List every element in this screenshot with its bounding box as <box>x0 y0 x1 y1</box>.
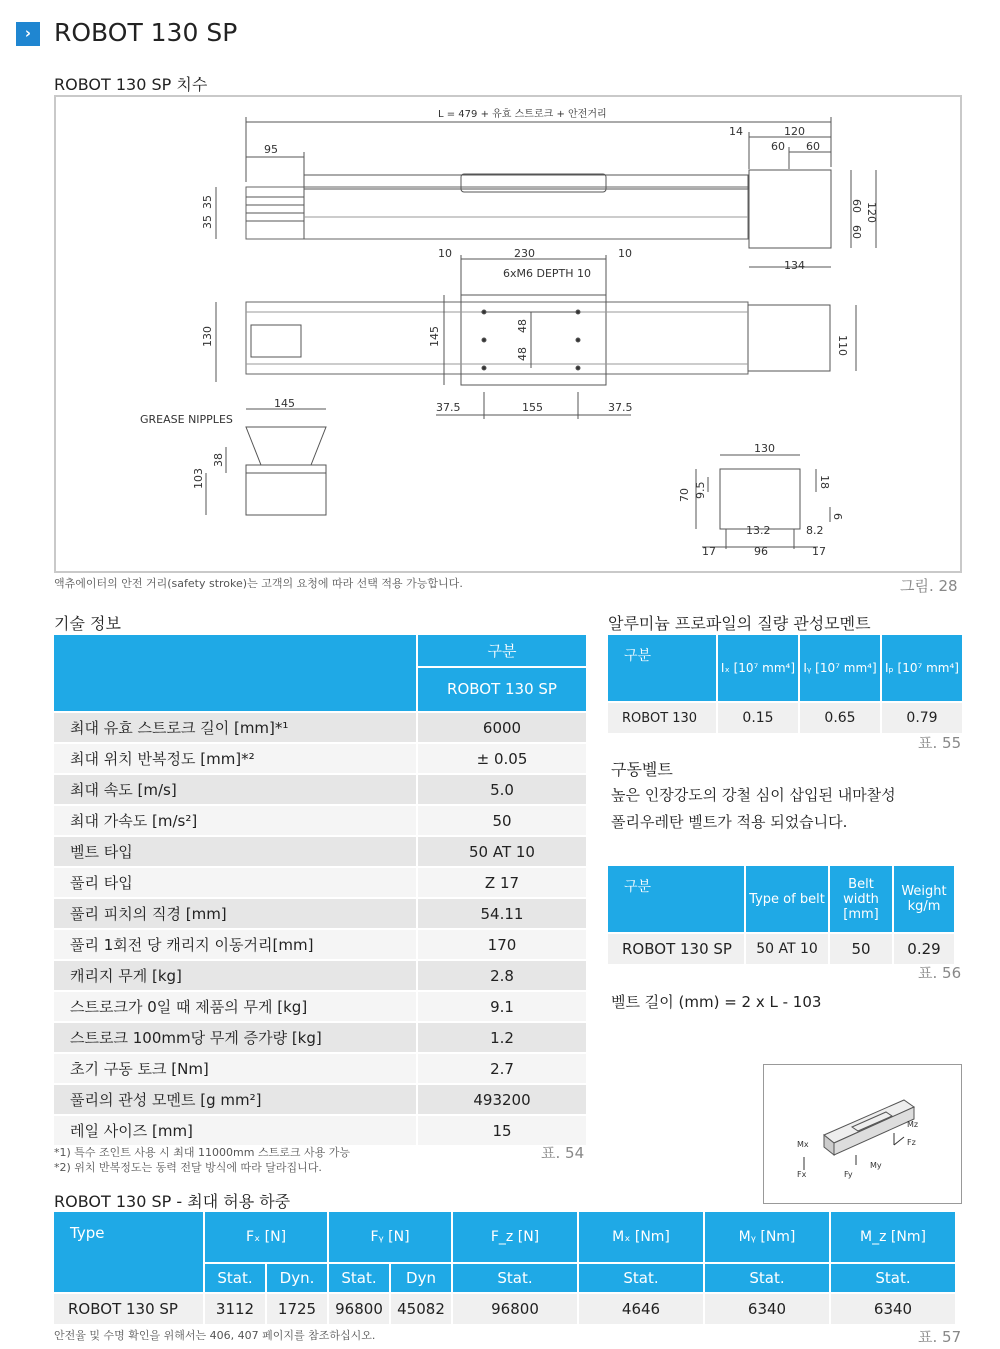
table-label-54: 표. 54 <box>541 1144 585 1162</box>
svg-text:6: 6 <box>831 513 844 520</box>
spec-col-model: ROBOT 130 SP <box>418 668 586 711</box>
table-label-56: 표. 56 <box>918 964 962 982</box>
belt-cell: 50 AT 10 <box>746 934 828 964</box>
loads-cell: 6340 <box>705 1294 829 1324</box>
inertia-cell: ROBOT 130 <box>608 703 716 733</box>
table-label-57: 표. 57 <box>918 1328 962 1346</box>
loads-cell: 45082 <box>391 1294 451 1324</box>
spec-value: 2.7 <box>418 1054 586 1083</box>
spec-label: 레일 사이즈 [mm] <box>54 1116 416 1145</box>
loads-title: ROBOT 130 SP - 최대 허용 하중 <box>54 1192 291 1211</box>
loads-group-header: F_z [N] <box>453 1212 577 1262</box>
belt-header: Weight kg/m <box>894 866 954 932</box>
spec-label: 캐리지 무게 [kg] <box>54 961 416 990</box>
svg-text:6xM6 DEPTH 10: 6xM6 DEPTH 10 <box>503 267 592 280</box>
loads-group-header: M_z [Nm] <box>831 1212 955 1262</box>
loads-group-header: Fᵧ [N] <box>329 1212 451 1262</box>
svg-text:18: 18 <box>818 475 831 489</box>
belt-desc-2: 폴리우레탄 벨트가 적용 되었습니다. <box>611 813 848 831</box>
loads-cell: 6340 <box>831 1294 955 1324</box>
page-title: ROBOT 130 SP <box>54 18 238 47</box>
spec-value: 50 <box>418 806 586 835</box>
svg-text:14: 14 <box>729 125 743 138</box>
force-diagram <box>763 1064 962 1204</box>
svg-text:130: 130 <box>201 326 214 347</box>
loads-sub-header: Stat. <box>205 1264 265 1292</box>
loads-type-header: Type <box>54 1212 203 1292</box>
inertia-header: Iₚ [10⁷ mm⁴] <box>882 635 962 701</box>
svg-text:38: 38 <box>212 453 225 467</box>
force-label: Mx <box>797 1140 809 1149</box>
svg-text:17: 17 <box>812 545 826 558</box>
spec-label: 최대 위치 반복정도 [mm]*² <box>54 744 416 773</box>
svg-text:8.2: 8.2 <box>806 524 824 537</box>
spec-label: 최대 유효 스트로크 길이 [mm]*¹ <box>54 713 416 742</box>
loads-note: 안전율 및 수명 확인을 위해서는 406, 407 페이지를 참조하십시오. <box>54 1329 376 1342</box>
belt-cell: ROBOT 130 SP <box>608 934 744 964</box>
svg-text:120: 120 <box>784 125 805 138</box>
svg-text:120: 120 <box>865 202 878 223</box>
loads-table <box>52 1210 957 1326</box>
svg-text:60: 60 <box>806 140 820 153</box>
spec-value: 9.1 <box>418 992 586 1021</box>
figure-label: 그림. 28 <box>900 577 958 595</box>
svg-text:17: 17 <box>702 545 716 558</box>
svg-text:9.5: 9.5 <box>694 481 707 499</box>
spec-label: 최대 가속도 [m/s²] <box>54 806 416 835</box>
loads-cell: ROBOT 130 SP <box>54 1294 203 1324</box>
svg-text:60: 60 <box>850 199 863 213</box>
safety-note: 액츄에이터의 안전 거리(safety stroke)는 고객의 요청에 따라 선택 적용 가능합니다. <box>54 577 463 590</box>
belt-title: 구동벨트 <box>611 760 673 779</box>
spec-value: 2.8 <box>418 961 586 990</box>
inertia-table <box>606 633 964 735</box>
spec-value: 1.2 <box>418 1023 586 1052</box>
belt-header: Belt width [mm] <box>830 866 892 932</box>
loads-group-header: Mᵧ [Nm] <box>705 1212 829 1262</box>
svg-text:48: 48 <box>516 347 529 361</box>
svg-text:103: 103 <box>192 468 205 489</box>
spec-label: 벨트 타입 <box>54 837 416 866</box>
force-label: Mz <box>907 1120 919 1129</box>
spec-label: 초기 구동 토크 [Nm] <box>54 1054 416 1083</box>
svg-text:GREASE NIPPLES: GREASE NIPPLES <box>140 413 233 426</box>
table-label-55: 표. 55 <box>918 734 962 752</box>
svg-text:37.5: 37.5 <box>436 401 461 414</box>
spec-value: 15 <box>418 1116 586 1145</box>
svg-text:134: 134 <box>784 259 805 272</box>
inertia-cell: 0.79 <box>882 703 962 733</box>
footnote-2: *2) 위치 반복정도는 동력 전달 방식에 따라 달라집니다. <box>54 1161 322 1174</box>
svg-text:145: 145 <box>428 326 441 347</box>
loads-sub-header: Stat. <box>831 1264 955 1292</box>
svg-text:155: 155 <box>522 401 543 414</box>
svg-text:95: 95 <box>264 143 278 156</box>
footnote-1: *1) 특수 조인트 사용 시 최대 11000mm 스트로크 사용 가능 <box>54 1146 350 1159</box>
dim-length-label: L = 479 + 유효 스트로크 + 안전거리 <box>438 109 607 120</box>
svg-text:70: 70 <box>678 488 691 502</box>
belt-header: Type of belt <box>746 866 828 932</box>
specs-title: 기술 정보 <box>54 614 121 633</box>
spec-label: 풀리 1회전 당 캐리지 이동거리[mm] <box>54 930 416 959</box>
spec-value: 170 <box>418 930 586 959</box>
loads-sub-header: Stat. <box>329 1264 389 1292</box>
svg-text:230: 230 <box>514 247 535 260</box>
force-label: Fx <box>797 1170 807 1179</box>
loads-group-header: Fₓ [N] <box>205 1212 327 1262</box>
belt-table <box>606 864 956 966</box>
svg-text:10: 10 <box>438 247 452 260</box>
loads-sub-header: Stat. <box>579 1264 703 1292</box>
svg-text:60: 60 <box>771 140 785 153</box>
svg-text:10: 10 <box>618 247 632 260</box>
spec-label: 풀리 타입 <box>54 868 416 897</box>
spec-value: 6000 <box>418 713 586 742</box>
loads-sub-header: Dyn <box>391 1264 451 1292</box>
loads-cell: 4646 <box>579 1294 703 1324</box>
svg-text:13.2: 13.2 <box>746 524 771 537</box>
svg-text:37.5: 37.5 <box>608 401 633 414</box>
spec-label: 풀리 피치의 직경 [mm] <box>54 899 416 928</box>
spec-label: 풀리의 관성 모멘트 [g mm²] <box>54 1085 416 1114</box>
belt-desc-1: 높은 인장강도의 강철 심이 삽입된 내마찰성 <box>611 786 896 804</box>
belt-header: 구분 <box>608 866 744 932</box>
svg-text:35: 35 <box>201 195 214 209</box>
inertia-header: Iᵧ [10⁷ mm⁴] <box>800 635 880 701</box>
force-label: My <box>870 1161 882 1170</box>
spec-value: 493200 <box>418 1085 586 1114</box>
svg-text:48: 48 <box>516 319 529 333</box>
svg-text:145: 145 <box>274 397 295 410</box>
belt-cell: 0.29 <box>894 934 954 964</box>
svg-text:60: 60 <box>850 225 863 239</box>
inertia-cell: 0.65 <box>800 703 880 733</box>
force-label: Fy <box>844 1170 853 1179</box>
dimensions-title: ROBOT 130 SP 치수 <box>54 75 208 94</box>
chevron-right-icon: › <box>16 22 40 46</box>
loads-cell: 1725 <box>267 1294 327 1324</box>
svg-text:110: 110 <box>836 335 849 356</box>
svg-text:96: 96 <box>754 545 768 558</box>
inertia-cell: 0.15 <box>718 703 798 733</box>
force-label: Fz <box>907 1138 916 1147</box>
inertia-header: 구분 <box>608 635 716 701</box>
dimension-drawing <box>54 95 962 573</box>
loads-sub-header: Stat. <box>705 1264 829 1292</box>
svg-text:35: 35 <box>201 215 214 229</box>
spec-value: 5.0 <box>418 775 586 804</box>
spec-label: 스트로크 100mm당 무게 증가량 [kg] <box>54 1023 416 1052</box>
loads-cell: 3112 <box>205 1294 265 1324</box>
spec-value: 50 AT 10 <box>418 837 586 866</box>
inertia-title: 알루미늄 프로파일의 질량 관성모멘트 <box>608 614 871 633</box>
loads-sub-header: Stat. <box>453 1264 577 1292</box>
loads-sub-header: Dyn. <box>267 1264 327 1292</box>
belt-cell: 50 <box>830 934 892 964</box>
specs-table <box>52 633 588 1147</box>
spec-value: 54.11 <box>418 899 586 928</box>
inertia-header: Iₓ [10⁷ mm⁴] <box>718 635 798 701</box>
belt-length-formula: 벨트 길이 (mm) = 2 x L - 103 <box>611 993 822 1011</box>
spec-value: ± 0.05 <box>418 744 586 773</box>
spec-value: Z 17 <box>418 868 586 897</box>
loads-cell: 96800 <box>453 1294 577 1324</box>
svg-text:130: 130 <box>754 442 775 455</box>
spec-col-header: 구분 <box>418 635 586 666</box>
loads-cell: 96800 <box>329 1294 389 1324</box>
loads-group-header: Mₓ [Nm] <box>579 1212 703 1262</box>
spec-label: 최대 속도 [m/s] <box>54 775 416 804</box>
spec-label: 스트로크가 0일 때 제품의 무게 [kg] <box>54 992 416 1021</box>
